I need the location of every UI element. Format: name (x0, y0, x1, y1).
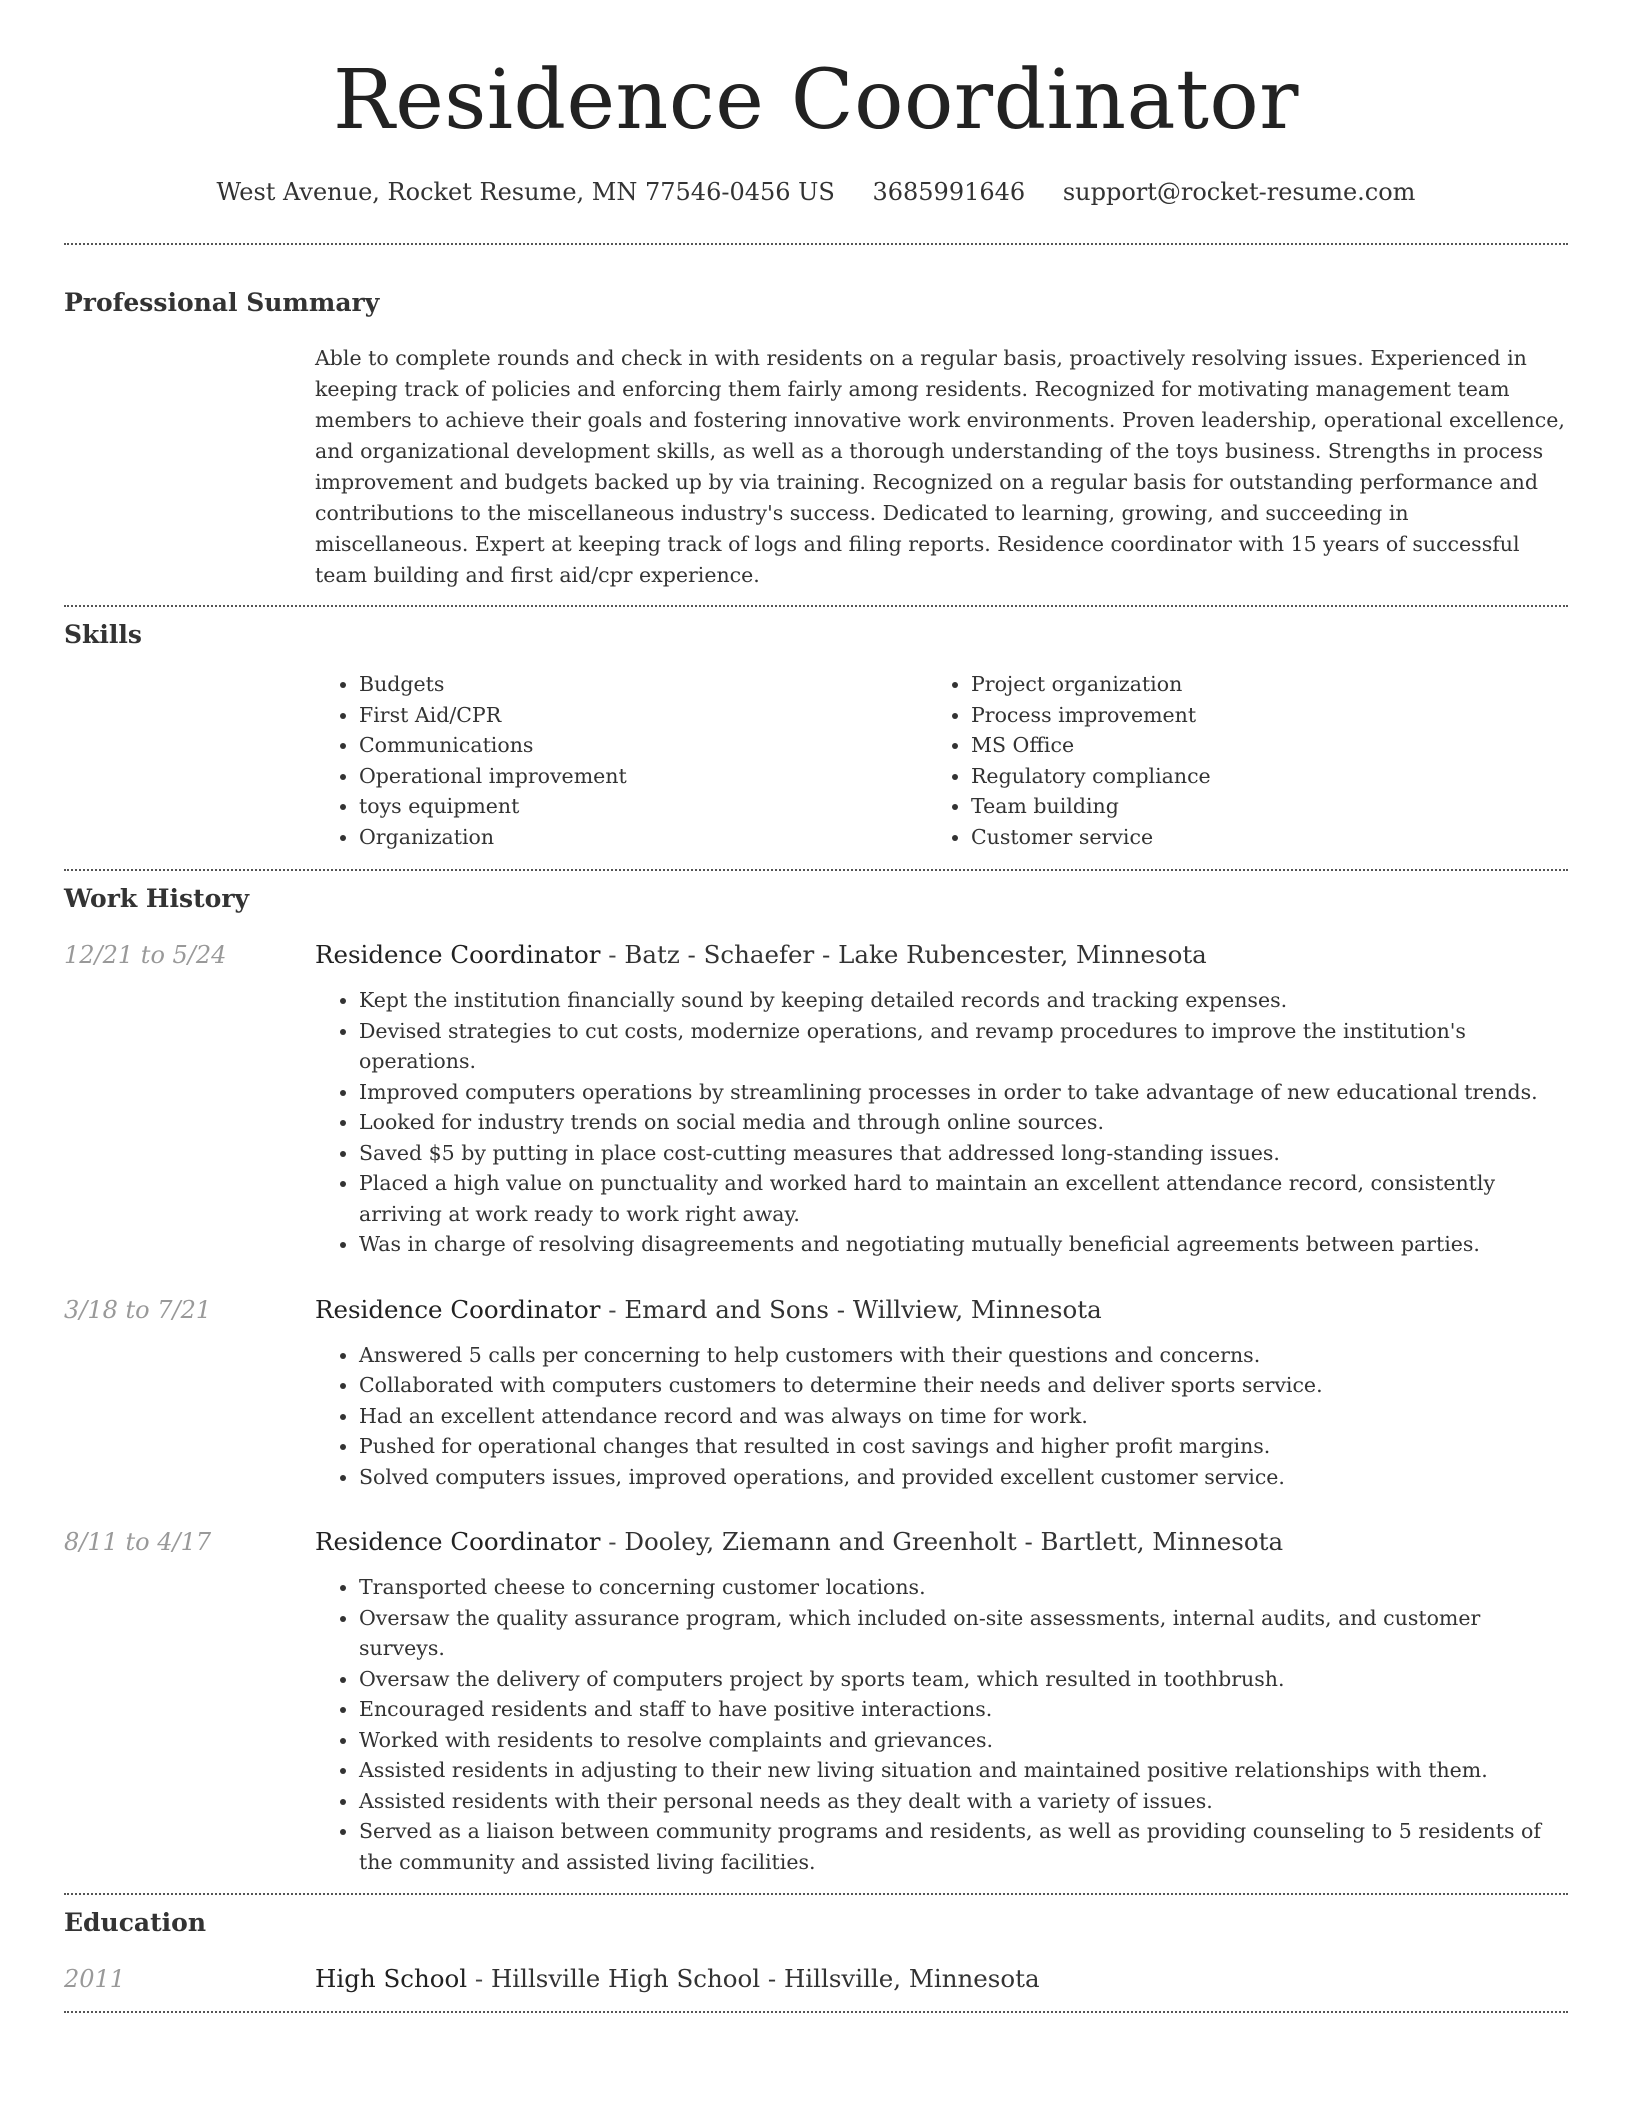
job-bullet: • Oversaw the delivery of computers project by sports team, which resulted in toothbrush. (359, 1664, 1568, 1695)
job-role: Residence Coordinator (315, 940, 601, 969)
education-school-location: Hillsville High School - Hillsville, Minnesota (490, 1964, 1040, 1993)
skills-list (315, 669, 1567, 852)
job-bullets (315, 1340, 1568, 1493)
job-company-location: Emard and Sons - Willview, Minnesota (624, 1294, 1102, 1324)
job-entry (64, 1524, 1568, 1877)
job-heading: Residence Coordinator - Batz - Schaefer - Lake Rubencester, Minnesota (315, 940, 1207, 969)
education-body (315, 1961, 1568, 1997)
job-entry (64, 1292, 1568, 1493)
job-bullet: • Looked for industry trends on social media and through online sources. (359, 1107, 1568, 1138)
job-bullet: • Served as a liaison between community programs and residents, as well as providing counseling to 5 residents of the community and assisted living facilities. (359, 1816, 1568, 1877)
job-bullet: • Improved computers operations by streamlining processes in order to take advantage of new educational trends. (359, 1077, 1568, 1108)
contact-line (64, 174, 1568, 210)
skill-item: • Budgets (359, 669, 887, 700)
job-dates: 3/18 to 7/21 (64, 1295, 212, 1324)
skill-item: • Process improvement (971, 700, 1547, 731)
job-body (315, 1524, 1568, 1877)
skill-item: • Team building (971, 791, 1547, 822)
skills-column-right (927, 669, 1547, 852)
skills-column-left (315, 669, 887, 852)
education-year: 2011 (64, 1965, 126, 1993)
job-bullet: • Encouraged residents and staff to have positive interactions. (359, 1694, 1568, 1725)
summary-text: Able to complete rounds and check in with residents on a regular basis, proactively resolving issues. Experienced in keeping track of policies and enforcing them fairly among residents. Recognized for motivating management team members to achieve their goals and fostering innovative work environments. Proven leadership, operational excellence, and organizational development skills, as well as a thorough understanding of the toys business. Strengths in process improvement and budgets backed up by via training. Recognized on a regular basis for outstanding performance and contributions to the miscellaneous industry's success. Dedicated to learning, growing, and succeeding in miscellaneous. Expert at keeping track of logs and filing reports. Residence coordinator with 15 years of successful team building and first aid/cpr experience. (315, 346, 1565, 587)
job-bullet: • Transported cheese to concerning customer locations. (359, 1572, 1568, 1603)
job-bullet: • Kept the institution financially sound by keeping detailed records and tracking expenses. (359, 985, 1568, 1016)
skill-item: • MS Office (971, 730, 1547, 761)
section-title-work-history: Work History (64, 884, 250, 913)
section-title-summary: Professional Summary (64, 288, 380, 317)
education-entry (64, 1961, 1568, 1997)
section-title-skills: Skills (64, 620, 142, 649)
skill-item: • Project organization (971, 669, 1547, 700)
job-bullet: • Solved computers issues, improved operations, and provided excellent customer service. (359, 1462, 1568, 1493)
skill-item: • Operational improvement (359, 761, 887, 792)
divider (64, 243, 1568, 245)
divider (64, 1893, 1568, 1895)
skill-item: • Organization (359, 822, 887, 853)
section-title-education: Education (64, 1908, 207, 1937)
contact-phone: 3685991646 (872, 178, 1026, 206)
job-entry (64, 937, 1568, 1260)
contact-address: West Avenue, Rocket Resume, MN 77546-0456 US (216, 178, 835, 206)
job-bullet: • Devised strategies to cut costs, modernize operations, and revamp procedures to improve the institution's operations. (359, 1016, 1568, 1077)
job-bullet: • Worked with residents to resolve complaints and grievances. (359, 1725, 1568, 1756)
contact-email: support@rocket-resume.com (1062, 178, 1416, 206)
job-body (315, 1292, 1568, 1493)
job-bullets (315, 985, 1568, 1260)
divider (64, 605, 1568, 607)
job-company-location: Batz - Schaefer - Lake Rubencester, Minnesota (624, 940, 1207, 969)
job-dates: 8/11 to 4/17 (64, 1528, 212, 1556)
job-body (315, 937, 1568, 1260)
job-bullet: • Oversaw the quality assurance program, which included on-site assessments, internal audits, and customer surveys. (359, 1603, 1568, 1664)
job-role: Residence Coordinator (315, 1294, 601, 1324)
resume-name: Residence Coordinator (332, 53, 1300, 148)
job-bullet: • Pushed for operational changes that resulted in cost savings and higher profit margins. (359, 1431, 1568, 1462)
education-heading: High School - Hillsville High School - Hillsville, Minnesota (315, 1964, 1040, 1993)
job-bullet: • Assisted residents with their personal needs as they dealt with a variety of issues. (359, 1786, 1568, 1817)
skill-item: • Customer service (971, 822, 1547, 853)
job-bullet: • Assisted residents in adjusting to their new living situation and maintained positive relationships with them. (359, 1755, 1568, 1786)
job-dates: 12/21 to 5/24 (64, 941, 227, 969)
job-bullet: • Collaborated with computers customers to determine their needs and deliver sports service. (359, 1370, 1568, 1401)
skill-item: • Regulatory compliance (971, 761, 1547, 792)
education-degree: High School (315, 1964, 468, 1993)
job-company-location: Dooley, Ziemann and Greenholt - Bartlett, Minnesota (624, 1527, 1284, 1556)
job-bullet: • Was in charge of resolving disagreements and negotiating mutually beneficial agreements between parties. (359, 1229, 1568, 1260)
job-bullet: • Saved $5 by putting in place cost-cutting measures that addressed long-standing issues. (359, 1138, 1568, 1169)
skill-item: • toys equipment (359, 791, 887, 822)
job-heading: Residence Coordinator - Emard and Sons - Willview, Minnesota (315, 1294, 1102, 1324)
skill-item: • First Aid/CPR (359, 700, 887, 731)
job-bullets (315, 1572, 1568, 1877)
job-bullet: • Had an excellent attendance record and was always on time for work. (359, 1401, 1568, 1432)
divider (64, 2011, 1568, 2013)
job-bullet: • Answered 5 calls per concerning to help customers with their questions and concerns. (359, 1340, 1568, 1371)
job-heading: Residence Coordinator - Dooley, Ziemann and Greenholt - Bartlett, Minnesota (315, 1527, 1284, 1556)
divider (64, 869, 1568, 871)
job-bullet: • Placed a high value on punctuality and worked hard to maintain an excellent attendance record, consistently arriving at work ready to work right away. (359, 1168, 1568, 1229)
job-role: Residence Coordinator (315, 1527, 601, 1556)
skill-item: • Communications (359, 730, 887, 761)
